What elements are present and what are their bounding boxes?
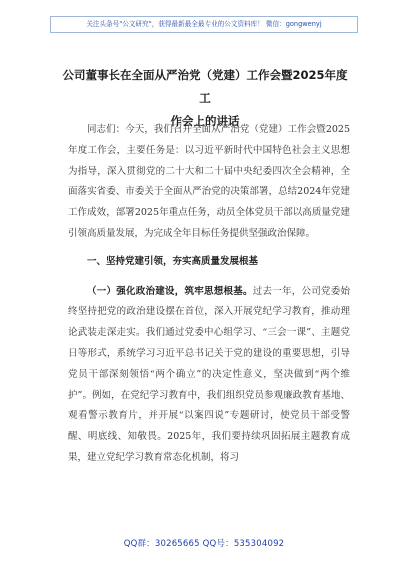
subsection-paragraph (68, 282, 350, 469)
footer-contact: QQ群：30265665 QQ号：535304092 (123, 539, 285, 549)
title-line-1: 公司董事长在全面从严治党（党建）工作会暨2025年度工 (62, 68, 348, 105)
opening-paragraph: 同志们：今天，我们召开全面从严治党（党建）工作会暨2025年度工作会，主要任务是：以习近平新时代中国特色社会主义思想为指导，深入贯彻党的二十大和二十届中央纪委四次全会精神，全面落实省委、市委关于全面从严治党的决策部署，总结2024年党建工作成效，部署2025年重点任务，动员全体党员干部以高质量党建引领高质量发展，为完成全年目标任务提供坚强政治保障。 (68, 124, 350, 239)
title-line-2: 作会上的讲话 (170, 114, 240, 128)
section-heading: 一、坚持党建引领，夯实高质量发展根基 (87, 255, 259, 267)
subsection-text: 过去一年，公司党委始终坚持把党的政治建设摆在首位，深入开展党纪学习教育，推动理论武装走深走实。我们通过党委中心组学习、“三会一课”、主题党日等形式，系统学习习近平总书记关于党的建设的重要思想，引导党员干部深刻领悟“两个确立”的决定性意义，坚决做到“两个维护”。例如，在党纪学习教育中，我们组织党员参观廉政教育基地、观看警示教育片，并开展“以案四说”专题研讨，使党员干部受警醒、明底线、知敬畏。2025年，我们要持续巩固拓展主题教育成果，建立党纪学习教育常态化机制，将习 (68, 285, 350, 463)
subsection-heading: （一）强化政治建设，筑牢思想根基。 (87, 285, 253, 297)
document-body (68, 120, 350, 469)
header-banner: 关注头条号"公文研究"，获得最新最全最专业的公文资料库！ 微信：gongwenyj (50, 16, 358, 33)
